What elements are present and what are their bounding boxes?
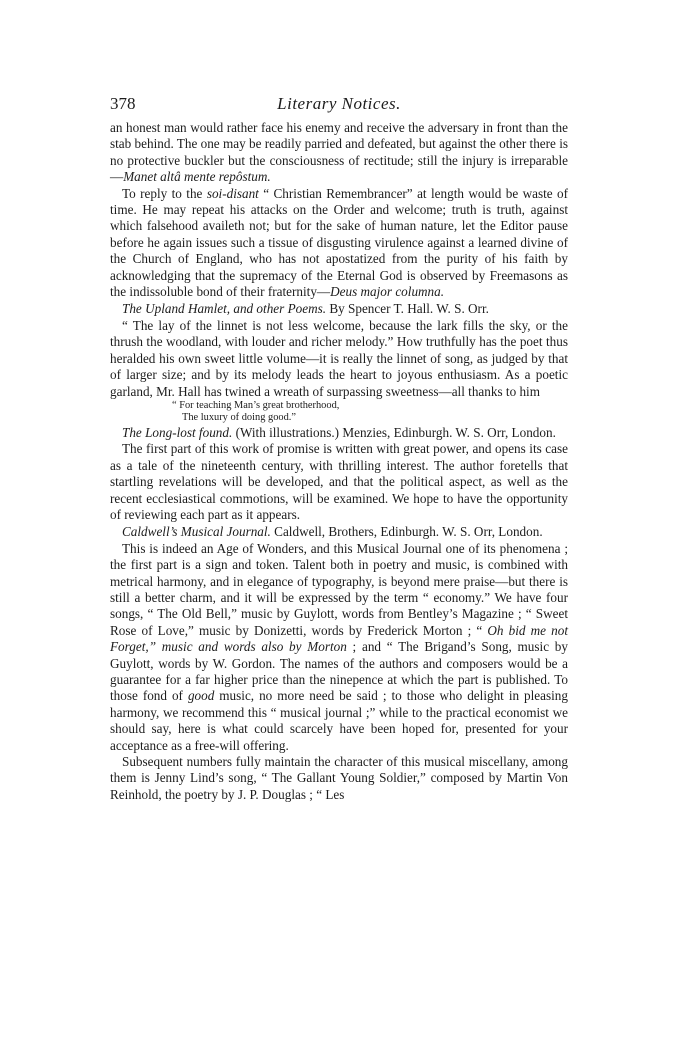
review-heading-musical-journal — [110, 524, 568, 540]
text-run: This is indeed an Age of Wonders, and this Musical Journal one of its phenomena ; the first part is a sign and token. Talent both in poetry and music, is combined with metrical harmony, and in elegance of typography, is beyond mere praise—but there is still a better charm, and it will be expressed by the term “ economy.” We have four songs, “ The Old Bell,” music by Guylott, words from Bentley’s Magazine ; “ Sweet Rose of Love,” music by Donizetti, words by Frederick Morton ; “ — [110, 540, 568, 638]
paragraph-subsequent-numbers: Subsequent numbers fully maintain the character of this musical miscellany, among them is Jenny Lind’s song, “ The Gallant Young Soldier,” composed by Martin Von Reinhold, the poetry by J. P. Douglas ; “ Les — [110, 754, 568, 802]
paragraph-continuation — [110, 120, 568, 186]
review-heading-upland-hamlet — [110, 301, 568, 317]
paragraph-upland-hamlet: “ The lay of the linnet is not less welcome, because the lark fills the sky, or the thrush the woodland, with louder and richer melody.” How truthfully has the poet thus heralded his own sweet little volume—it is really the linnet of song, as judged by that of larger size; and by its melody leads the heart to joyous enthusiasm. As a poetic garland, Mr. Hall has twined a wreath of surpassing sweetness—all thanks to him — [110, 317, 568, 399]
paragraph-musical-journal — [110, 541, 568, 754]
publication-info: By Spencer T. Hall. W. S. Orr. — [326, 301, 489, 317]
publication-info: Caldwell, Brothers, Edinburgh. W. S. Orr, London. — [270, 524, 543, 540]
text-run: music, no more need be said ; to those who delight in pleasing harmony, we recommend this “ musical journal ;” while to the practical economist we should say, here is what could scarcely have been hoped for, presented for your acceptance as a free-will offering. — [110, 688, 568, 753]
text-run: “ Christian Remembrancer” at length would be waste of time. He may repeat his attacks on the Order and welcome; truth is truth, against which falsehood availeth not; but for the sake of human nature, let the Editor pause before he again issues such a tissue of disgusting virulence against a learned divine of the Church of England, who has not apostatized from the purity of his faith by acknowledging that the supremacy of the Eternal God is observed by Freemasons as the indissoluble bond of their fraternity— — [110, 185, 568, 300]
text-run: To reply to the — [122, 185, 207, 201]
paragraph-long-lost-found: The first part of this work of promise is written with great power, and opens its case as a tale of the nineteenth century, with thrilling interest. The author foretells that startling revelations will be developed, and that the political aspect, as well as the recent ecclesiastical commotions, will be examined. We hope to have the opportunity of reviewing each part as it appears. — [110, 441, 568, 522]
publication-info: (With illustrations.) Menzies, Edinburgh. W. S. Orr, London. — [232, 424, 556, 440]
text-run: an honest man would rather face his enemy and receive the adversary in front than the stab behind. The one may be readily parried and defeated, but against the other there is no protective buckler but the consciousness of rectitude; still the injury is irreparable— — [110, 120, 568, 185]
latin-phrase: Deus major columna. — [330, 284, 445, 300]
verse-line: The luxury of doing good.” — [182, 411, 296, 423]
page-header — [110, 94, 568, 120]
paragraph-remembrancer — [110, 186, 568, 301]
book-title: The Long-lost found. — [122, 424, 233, 440]
running-title: Literary Notices. — [277, 94, 401, 113]
italic-term: soi-disant — [206, 185, 259, 201]
verse-quote — [110, 400, 568, 424]
page-number: 378 — [110, 94, 136, 113]
verse-line: “ For teaching Man’s great brotherhood, — [172, 399, 340, 411]
latin-phrase: Manet altâ mente repôstum. — [123, 169, 271, 185]
article-body — [110, 120, 568, 803]
text-run: ; and “ The Brigand’s Song, music by Guylott, words by W. Gordon. The names of the authors and composers would be a guarantee for a far higher price than the ninepence at which the part is published. To those fond of — [110, 639, 568, 704]
page — [110, 94, 568, 803]
book-title: Caldwell’s Musical Journal. — [122, 524, 271, 540]
review-heading-long-lost-found — [110, 425, 568, 441]
italic-song-title: Oh bid me not Forget,” music and words also by Morton — [110, 622, 568, 655]
book-title: The Upland Hamlet, and other Poems. — [122, 301, 327, 317]
italic-word: good — [187, 688, 215, 704]
